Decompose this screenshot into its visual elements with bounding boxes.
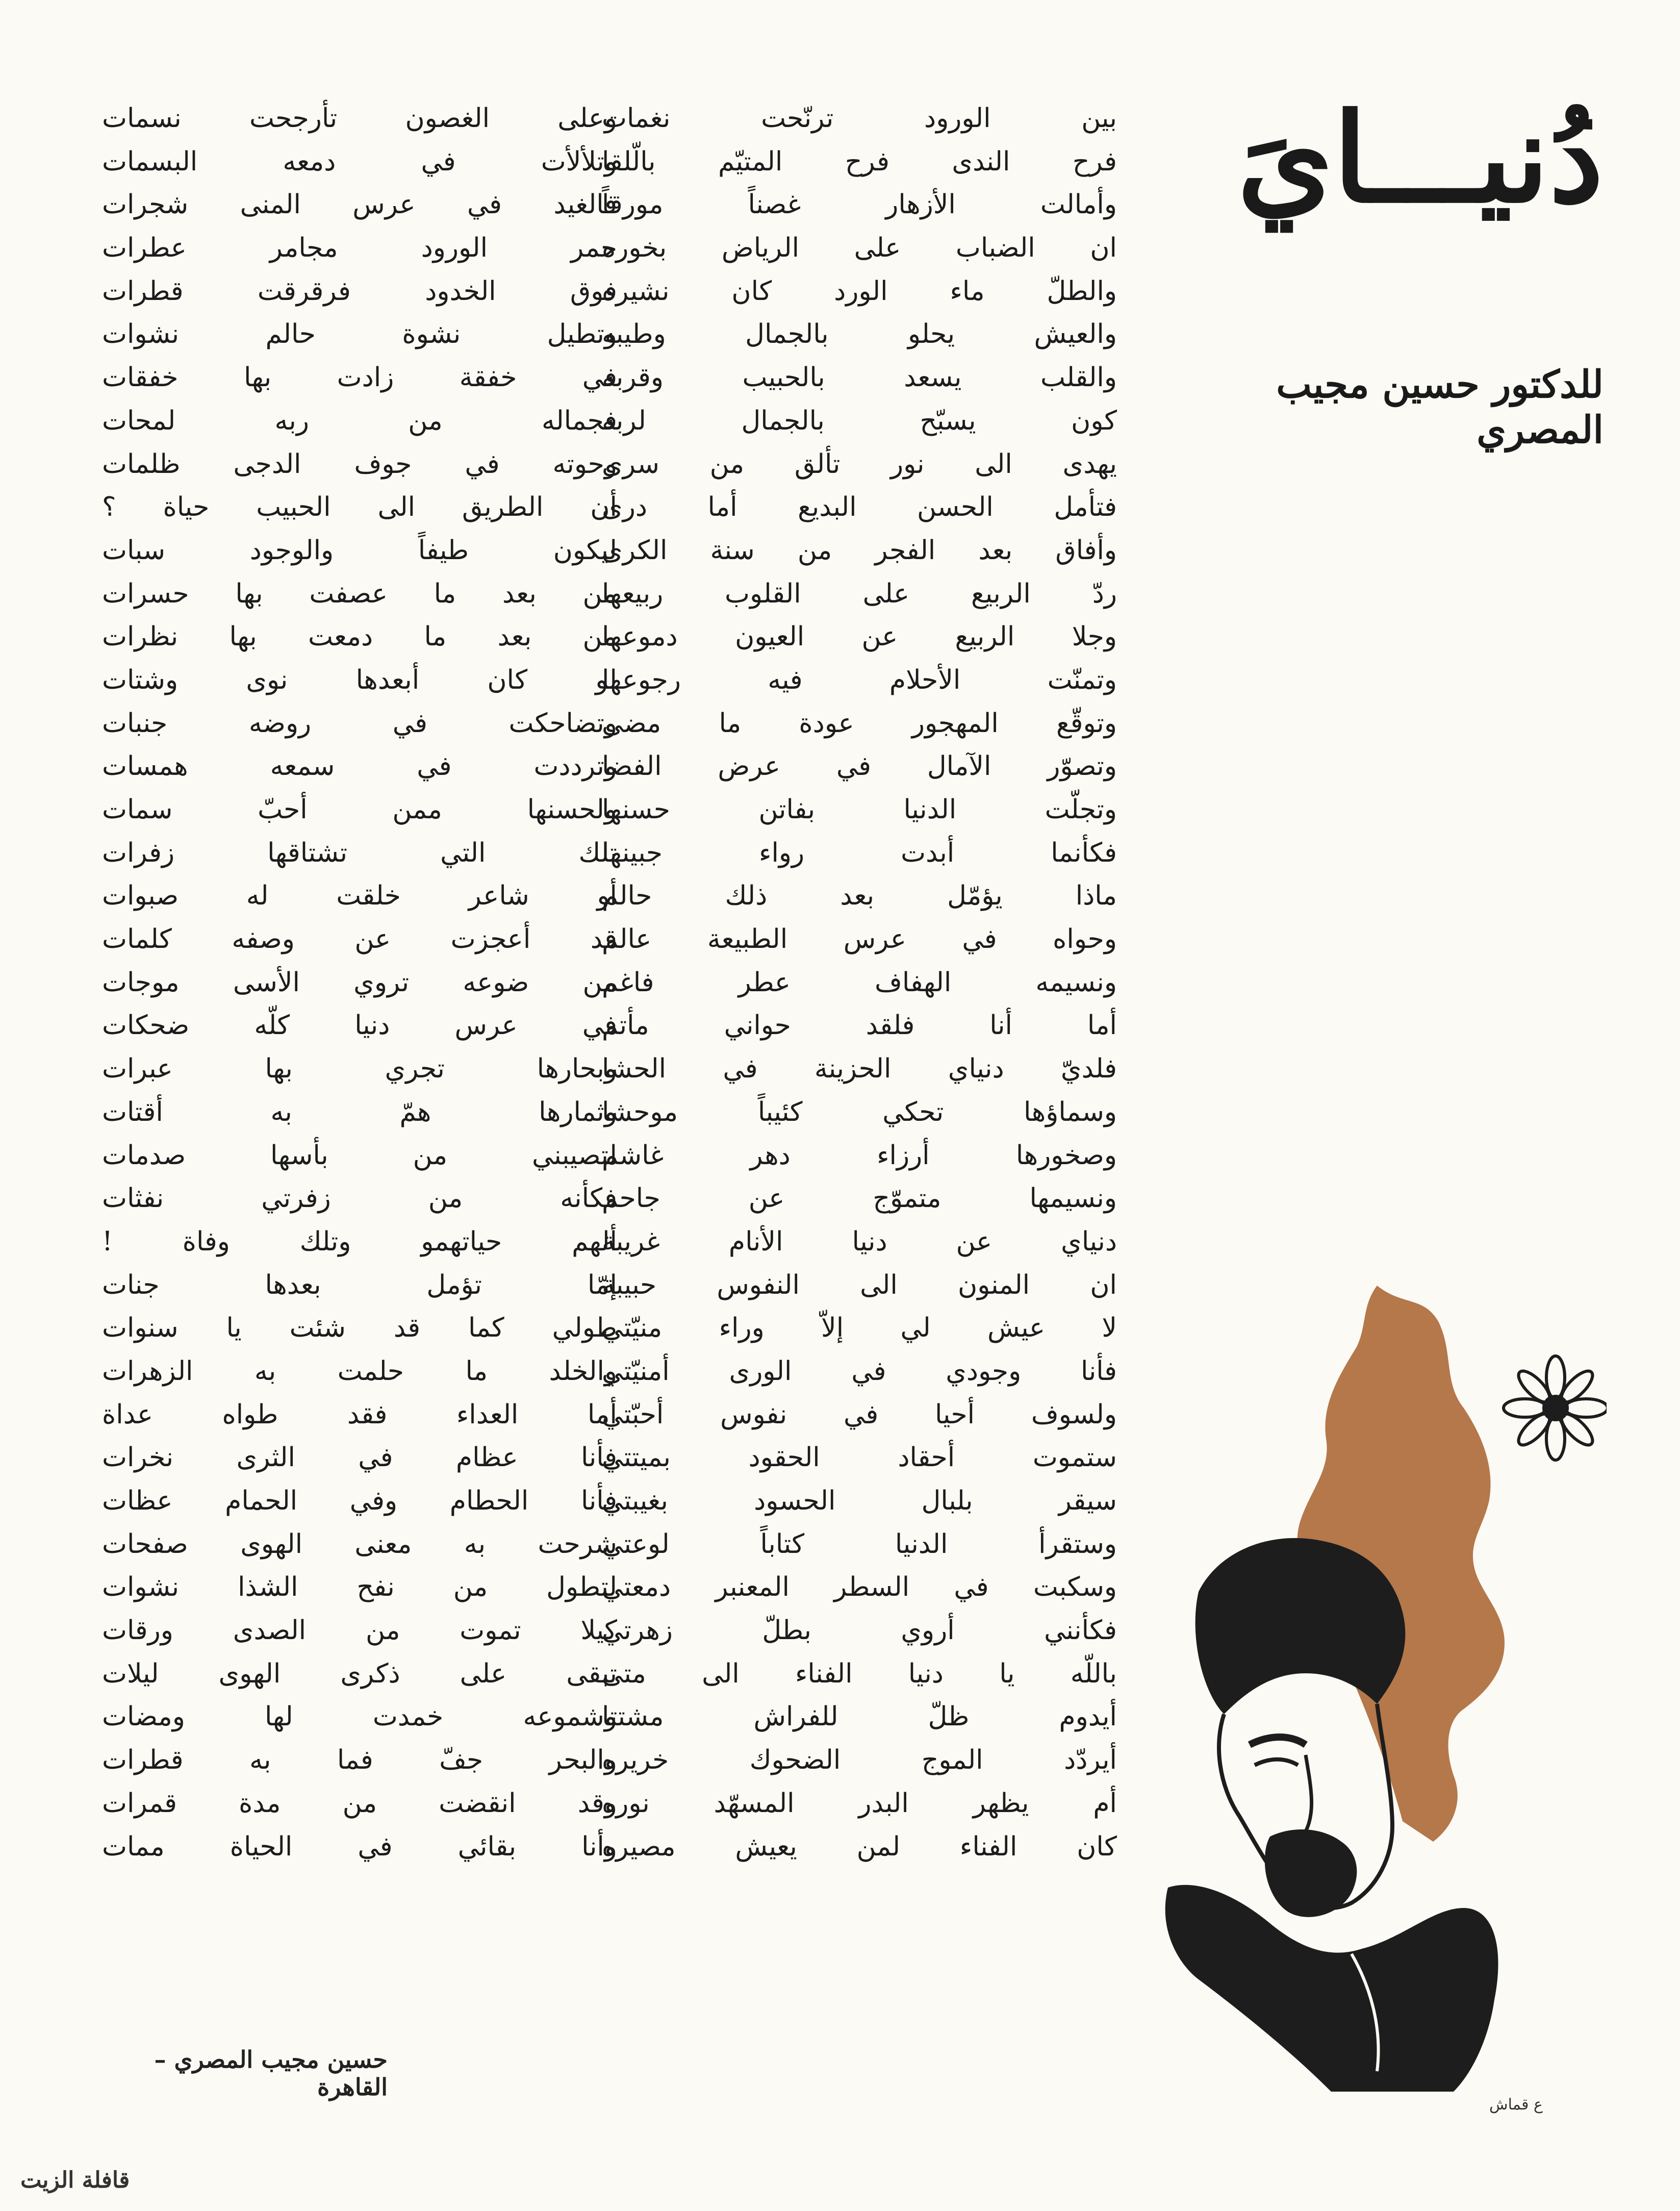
poem-line: وترددت في سمعه همسات (102, 751, 617, 782)
poem-line: ولسوف أحيا في نفوس أحبّتي (602, 1399, 1117, 1430)
eye-shape (1255, 1760, 1298, 1765)
poem-line: ونسيمها متموّج عن جاحم (602, 1183, 1117, 1214)
poem-line: فالغيد في عرس المنى شجرات (102, 189, 617, 220)
poem-line: وتطيل نشوة حالم نشوات (102, 319, 617, 350)
poem-line: والعيش يحلو بالجمال وطيبه (602, 319, 1117, 350)
poem-line: وحوته في جوف الدجى ظلمات (102, 448, 617, 480)
poem-line: وتلألأت في دمعه البسمات (102, 146, 617, 177)
portrait-drawing (1137, 1286, 1607, 2143)
poem-column-left (102, 97, 617, 1868)
poem-line: شرحت به معنى الهوى صفحات (102, 1528, 617, 1560)
poem-line: أما العداء فقد طواه عداة (102, 1399, 617, 1430)
poem-line: فجماله من ربه لمحات (102, 405, 617, 436)
coat-shape (1165, 1885, 1498, 2092)
poem-line: فكأنه من زفرتي نفثات (102, 1183, 617, 1214)
poem-line: والطلّ ماء الورد كان نشيره (602, 275, 1117, 307)
poem-line: فأنا الحطام وفي الحمام عظات (102, 1486, 617, 1516)
poem-line: كيلا تموت من الصدى ورقات (102, 1615, 617, 1646)
poem-line: فأنا وجودي في الورى أمنيّتي (602, 1355, 1117, 1387)
poem-line: باللّه يا دنيا الفناء الى متى (602, 1658, 1117, 1689)
poem-line: وتضاحكت في روضه جنبات (102, 708, 617, 739)
poem-line: فأنا عظام في الثرى نخرات (102, 1442, 617, 1473)
poem-line: تلك التي تشتاقها زفرات (102, 837, 617, 868)
poem-line: وتصوّر الآمال في عرض الفضا (602, 751, 1117, 782)
poem-line: في عرس دنيا كلّه ضحكات (102, 1010, 617, 1041)
poem-line: وبحارها تجري بها عبرات (102, 1053, 617, 1085)
hand-shape (1265, 1829, 1357, 1917)
poem-line: فكأنما أبدت رواء جبينها (602, 837, 1117, 868)
poem-line: وتمنّت الأحلام فيه رجوعها (602, 664, 1117, 695)
poem-line: لا عيش لي إلاّ وراء منيّتي (602, 1313, 1117, 1344)
poem-line: وأمالت الأزهار غصناً مورقاً (602, 189, 1117, 220)
poem-title: دُنيـــايَ (1237, 86, 1603, 230)
poem-line: من بعد ما دمعت بها نظرات (102, 621, 617, 652)
poem-line: وثمارها همّ به أقتات (102, 1096, 617, 1127)
poem-line: ليكون طيفاً والوجود سبات (102, 535, 617, 566)
poem-column-right (602, 97, 1117, 1868)
poem-signature: حسين مجيب المصري – القاهرة (154, 2046, 388, 2101)
poem-line: بين الورود ترنّحت نغمات (602, 103, 1117, 134)
poem-line: أن الطريق الى الحبيب حياة ؟ (102, 492, 617, 523)
poem-line: وجلا الربيع عن العيون دموعها (602, 621, 1117, 652)
poem-line: طولي كما قد شئت يا سنوات (102, 1313, 617, 1344)
poem-line: والبحر جفّ فما به قطرات (102, 1745, 617, 1776)
poem-line: أيردّد الموج الضحوك خريره (602, 1745, 1117, 1776)
poem-line: دنياي عن دنيا الأنام غريبة (602, 1226, 1117, 1257)
poem-line: والقلب يسعد بالحبيب وقربه (602, 362, 1117, 393)
poem-line: وصخورها أرزاء دهر غاشم (602, 1140, 1117, 1171)
poem-line: ولحسنها ممن أحبّ سمات (102, 794, 617, 825)
nose-shape (1285, 1755, 1312, 1840)
poem-line: ونسيمه الهفاف عطر فاغم (602, 967, 1117, 998)
poem-line: فكأنني أروي بطلّ زهرتي (602, 1615, 1117, 1646)
brow-shape (1250, 1737, 1306, 1745)
poem-line: وسماؤها تحكي كئيباً موحشا (602, 1096, 1117, 1127)
poem-line: وتجلّت الدنيا بفاتن حسنها (602, 794, 1117, 825)
poem-line: وتوقّع المهجور عودة ما مضى (602, 708, 1117, 739)
poem-line: ان الضباب على الرياض بخوره (602, 233, 1117, 264)
poem-line: ماذا يؤمّل بعد ذلك حالم (602, 881, 1117, 912)
poem-line: وقد انقضت من مدة قمرات (102, 1788, 617, 1819)
flower-icon (1504, 1356, 1607, 1460)
poem-line: لو كان أبعدها نوى وشتات (102, 664, 617, 695)
poem-line: ان المنون الى النفوس حبيبة (602, 1269, 1117, 1300)
poem-line: إمّا تؤمل بعدها جنات (102, 1269, 617, 1300)
poem-line: أما أنا فلقد حواني مأتم (602, 1010, 1117, 1041)
portrait-illustration (1137, 1286, 1607, 2143)
poem-line: أيدوم ظلّ للفراش مشتتا (602, 1701, 1117, 1732)
poem-line: لتصيبني من بأسها صدمات (102, 1140, 617, 1171)
poem-line: قد أعجزت عن وصفه كلمات (102, 924, 617, 955)
poem-line: وشموعه خمدت لها ومضات (102, 1701, 617, 1732)
poem-line: ألهم حياتهمو وتلك وفاة ! (102, 1226, 617, 1257)
artist-signature: ع قماش (1489, 2096, 1543, 2114)
poem-line: وأنا بقائي في الحياة ممات (102, 1831, 617, 1862)
poem-line: أو شاعر خلقت له صبوات (102, 881, 617, 912)
poem-line: من بعد ما عصفت بها حسرات (102, 578, 617, 609)
poem-line: فلديّ دنياي الحزينة في الحشا (602, 1053, 1117, 1085)
poem-line: وأفاق بعد الفجر من سنة الكرى (602, 535, 1117, 566)
poem-line: في خفقة زادت بها خفقات (102, 362, 617, 393)
poem-line: من ضوعه تروي الأسى موجات (102, 967, 617, 998)
poem-line: يهدى الى نور تألق من سرى (602, 448, 1117, 480)
poem-line: تبقى على ذكرى الهوى ليلات (102, 1658, 617, 1689)
poem-line: حمر الورود مجامر عطرات (102, 233, 617, 264)
poem-line: ستموت أحقاد الحقود بميتتي (602, 1442, 1117, 1473)
poem-line: وحواه في عرس الطبيعة عالم (602, 924, 1117, 955)
title-block (1144, 86, 1603, 453)
magazine-footer-label: قافلة الزيت (20, 2167, 130, 2193)
poem-line: فوق الخدود فرقرقت قطرات (102, 275, 617, 307)
poem-line: كان الفناء لمن يعيش مصيره (602, 1831, 1117, 1862)
hair-shape (1195, 1538, 1406, 1714)
author-byline: للدكتور حسين مجيب المصري (1276, 363, 1603, 452)
poem-line: وستقرأ الدنيا كتاباً لوعتي (602, 1528, 1117, 1560)
poem-line: كون يسبّح بالجمال لربه (602, 405, 1117, 436)
poem-line: ردّ الربيع على القلوب ربيعها (602, 578, 1117, 609)
poem-line: لتطول من نفح الشذا نشوات (102, 1572, 617, 1603)
poem-line: أم يظهر البدر المسهّد نوره (602, 1788, 1117, 1819)
poem-line: وسكبت في السطر المعنبر دمعتي (602, 1572, 1117, 1603)
poem-line: سيقر بلبال الحسود بغيبتي (602, 1486, 1117, 1516)
poem-line: وعلى الغصون تأرجحت نسمات (102, 103, 617, 134)
poem-line: فتأمل الحسن البديع أما درى (602, 492, 1117, 523)
poem-line: والخلد ما حلمت به الزهرات (102, 1355, 617, 1387)
poem-line: فرح الندى فرح المتيّم بالّلقا (602, 146, 1117, 177)
